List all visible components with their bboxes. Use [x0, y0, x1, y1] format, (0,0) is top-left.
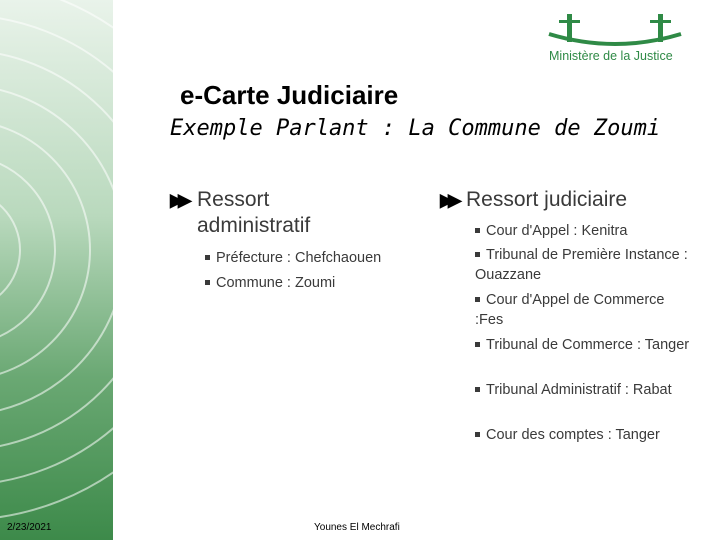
right-bullet-3-text: Cour d'Appel de Commerce :Fes: [475, 292, 665, 328]
bullet-square-icon: [475, 252, 480, 257]
right-bullet-3: [475, 290, 690, 330]
left-bullet-2: [205, 273, 335, 293]
logo-text: Ministère de la Justice: [549, 49, 673, 63]
right-bullet-6: [475, 425, 690, 445]
right-bullet-2: [475, 245, 690, 285]
right-bullet-1-text: Cour d'Appel : Kenitra: [486, 223, 628, 239]
bullet-square-icon: [475, 342, 480, 347]
right-bullet-4-text: Tribunal de Commerce : Tanger: [486, 337, 690, 353]
right-bullet-5: [475, 380, 690, 400]
bullet-square-icon: [475, 387, 480, 392]
footer-author: Younes El Mechrafi: [314, 522, 400, 533]
left-bullet-1: [205, 248, 381, 268]
footer-date: 2/23/2021: [7, 522, 52, 533]
concentric-arcs-graphic: [0, 0, 113, 540]
bullet-square-icon: [205, 255, 210, 260]
bullet-square-icon: [475, 297, 480, 302]
right-bullet-1: [475, 221, 690, 241]
bullet-square-icon: [475, 432, 480, 437]
left-bullet-2-text: Commune : Zoumi: [216, 275, 336, 291]
right-bullet-6-text: Cour des comptes : Tanger: [486, 427, 660, 443]
right-bullet-5-text: Tribunal Administratif : Rabat: [486, 382, 672, 398]
slide-title: e-Carte Judiciaire: [180, 80, 399, 110]
left-bullet-1-text: Préfecture : Chefchaouen: [216, 250, 382, 266]
bullet-square-icon: [475, 228, 480, 233]
double-arrow-icon: ▶▶: [170, 190, 186, 210]
side-decoration: [0, 0, 113, 540]
left-heading: Ressort administratif: [197, 188, 311, 237]
right-heading: Ressort judiciaire: [466, 188, 628, 211]
slide-subtitle: Exemple Parlant : La Commune de Zoumi: [170, 116, 661, 141]
bullet-square-icon: [205, 280, 210, 285]
right-bullet-2-text: Tribunal de Première Instance : Ouazzane: [475, 247, 688, 283]
double-arrow-icon: ▶▶: [440, 190, 456, 210]
right-bullet-4: [475, 335, 690, 355]
